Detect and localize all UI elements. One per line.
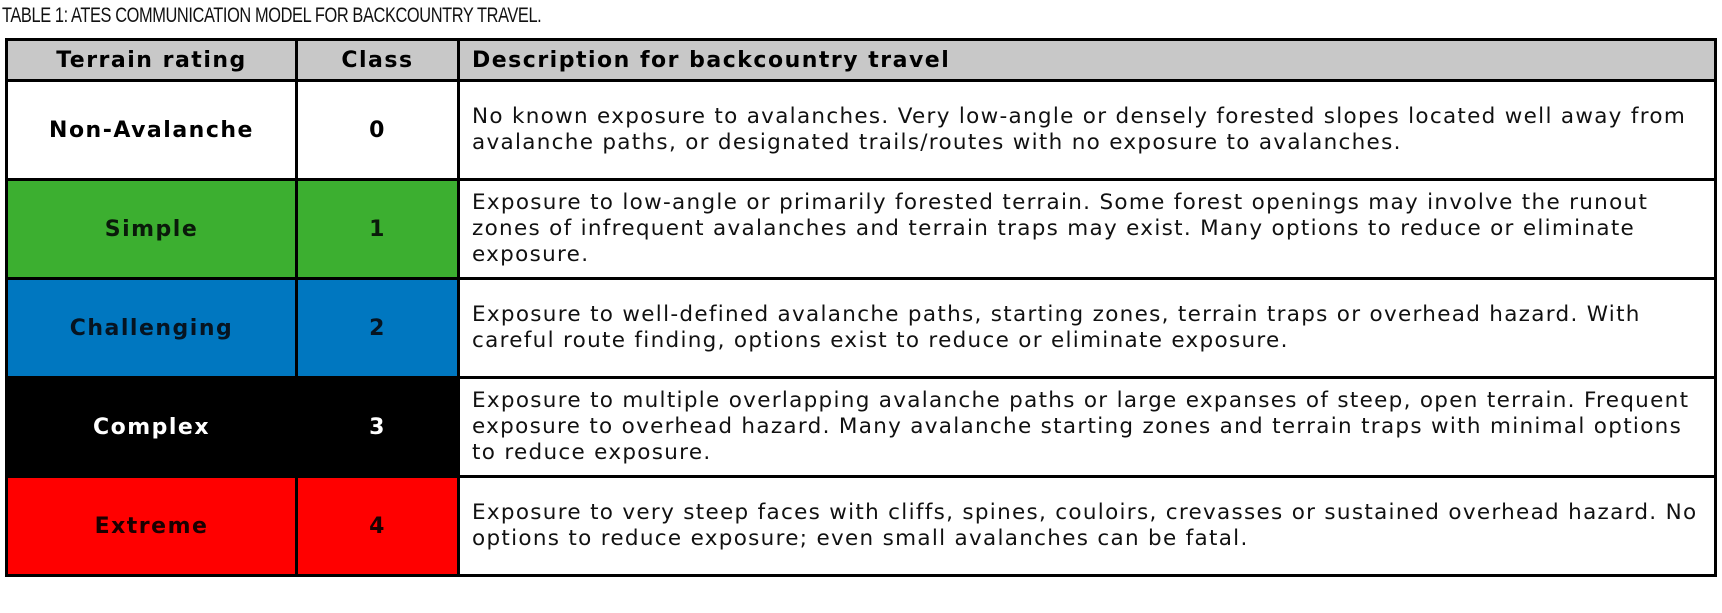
table-row [7,81,1716,180]
terrain-rating-cell: Extreme [7,477,297,576]
class-cell: 4 [297,477,459,576]
table-caption: TABLE 1: ATES COMMUNICATION MODEL FOR BACKCOUNTRY TRAVEL. [2,4,542,27]
table-row [7,279,1716,378]
description-cell: No known exposure to avalanches. Very low-angle or densely forested slopes located well away from avalanche paths, or designated trails/routes with no exposure to avalanches. [459,81,1716,180]
description-cell: Exposure to well-defined avalanche paths, starting zones, terrain traps or overhead hazard. With careful route finding, options exist to reduce or eliminate exposure. [459,279,1716,378]
terrain-rating-cell: Challenging [7,279,297,378]
header-terrain-rating: Terrain rating [7,40,297,81]
description-cell: Exposure to very steep faces with cliffs, spines, couloirs, crevasses or sustained overhead hazard. No options to reduce exposure; even small avalanches can be fatal. [459,477,1716,576]
description-cell: Exposure to multiple overlapping avalanche paths or large expanses of steep, open terrain. Frequent exposure to overhead hazard. Many avalanche starting zones and terrain traps with minimal options to reduce exposure. [459,378,1716,477]
class-cell: 1 [297,180,459,279]
terrain-rating-cell: Complex [7,378,297,477]
description-cell: Exposure to low-angle or primarily forested terrain. Some forest openings may involve the runout zones of infrequent avalanches and terrain traps may exist. Many options to reduce or eliminate exposure. [459,180,1716,279]
table-row [7,180,1716,279]
ates-table [5,38,1717,577]
terrain-rating-cell: Simple [7,180,297,279]
table-row [7,378,1716,477]
class-cell: 0 [297,81,459,180]
table-row [7,477,1716,576]
terrain-rating-cell: Non-Avalanche [7,81,297,180]
class-cell: 3 [297,378,459,477]
class-cell: 2 [297,279,459,378]
header-class: Class [297,40,459,81]
header-description: Description for backcountry travel [459,40,1716,81]
table-header-row [7,40,1716,81]
